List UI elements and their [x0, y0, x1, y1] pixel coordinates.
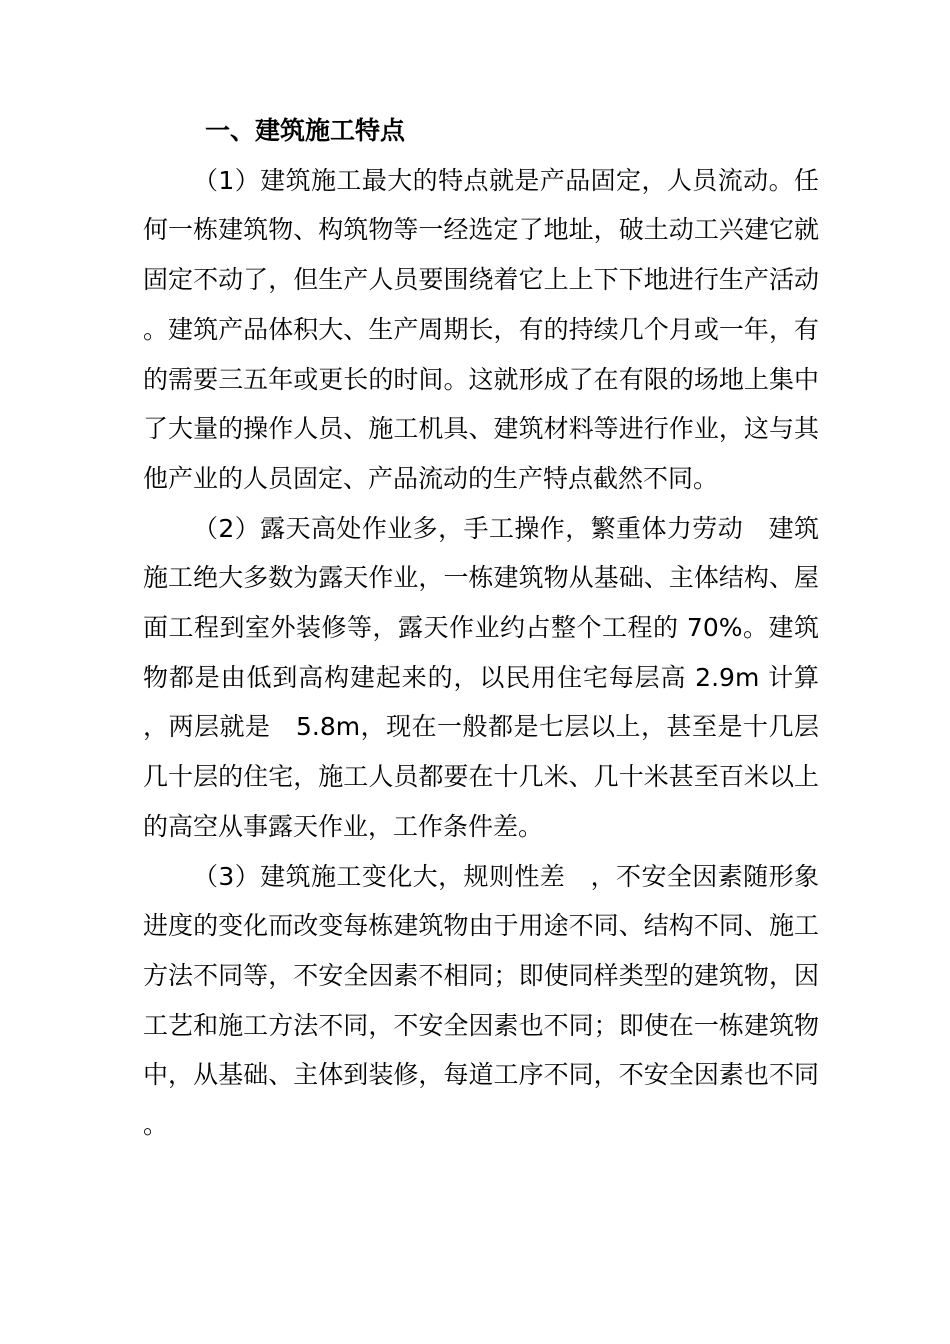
section-heading: 一、建筑施工特点 — [205, 116, 406, 145]
paragraph-3: （3）建筑施工变化大，规则性差 ，不安全因素随形象进度的变化而改变每栋建筑物由于用途不同、结构不同、施工方法不同等，不安全因素不相同；即使同样类型的建筑物，因工艺和施工方法不同，不安全因素也不同；即使在一栋建筑物中，从基础、主体到装修，每道工序不同，不安全因素也不同。 — [143, 861, 819, 1140]
paragraph-2: （2）露天高处作业多，手工操作，繁重体力劳动 建筑施工绝大多数为露天作业，一栋建筑物从基础、主体结构、屋面工程到室外装修等，露天作业约占整个工程的 70%。建筑物都是由低到高构建起来的，以民用住宅每层高 2.9m 计算，两层就是 5.8m，现在一般都是七层以上，甚至是十几层几十层的住宅，施工人员都要在十几米、几十米甚至百米以上的高空从事露天作业，工作条件差。 — [143, 513, 819, 841]
document-body — [143, 106, 819, 1150]
paragraph-1: （1）建筑施工最大的特点就是产品固定，人员流动。任何一栋建筑物、构筑物等一经选定了地址，破土动工兴建它就固定不动了，但生产人员要围绕着它上上下下地进行生产活动。建筑产品体积大、生产周期长，有的持续几个月或一年，有的需要三五年或更长的时间。这就形成了在有限的场地上集中了大量的操作人员、施工机具、建筑材料等进行作业，这与其他产业的人员固定、产品流动的生产特点截然不同。 — [143, 165, 819, 493]
